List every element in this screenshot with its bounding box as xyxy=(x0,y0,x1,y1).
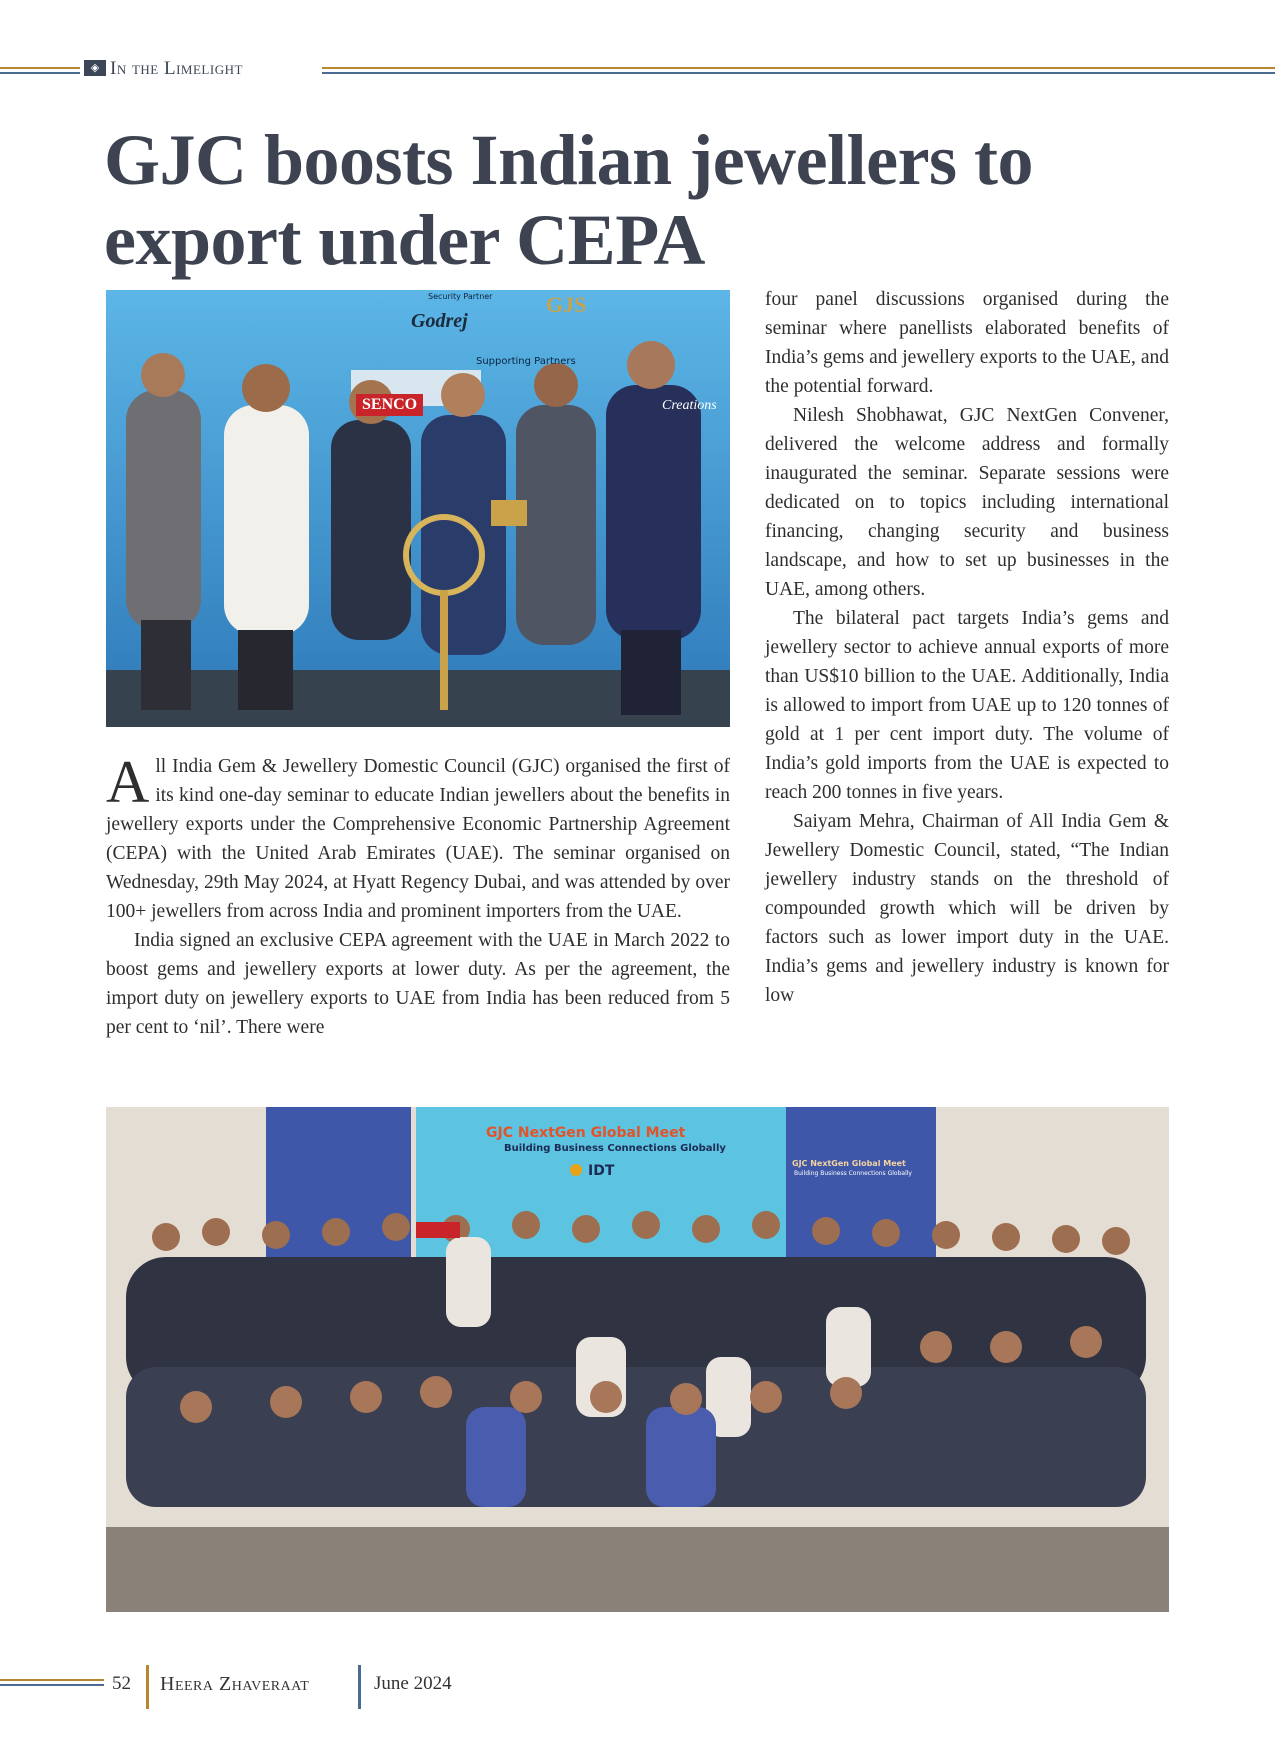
article-paragraph-4: Nilesh Shobhawat, GJC NextGen Convener, delivered the welcome address and formally inaugurated the seminar. Separate sessions were dedicated on to topics including international financing, changing security and business landscape, and how to set up businesses in the UAE, among others. xyxy=(765,405,1169,600)
footer-rule-2 xyxy=(0,1684,104,1686)
footer-divider-2 xyxy=(358,1665,361,1709)
headline-line-1: GJC boosts Indian jewellers to xyxy=(104,120,1034,200)
headline-line-2: export under CEPA xyxy=(104,200,705,280)
group-photo-illustration xyxy=(106,1107,1169,1612)
header-rule-right-2 xyxy=(322,72,1275,74)
issue-date: June 2024 xyxy=(374,1673,452,1694)
article-headline xyxy=(104,120,1154,280)
article-paragraph-6: Saiyam Mehra, Chairman of All India Gem & Jewellery Domestic Council, stated, “The Indian jewellery industry stands on the threshold of compounded growth which will be driven by factors such as lower import duty in the UAE. India’s gems and jewellery industry is known for low xyxy=(765,811,1169,1006)
drop-cap: A xyxy=(106,749,150,815)
photo-group-meet xyxy=(106,1107,1169,1612)
banner-title: GJC NextGen Global Meet xyxy=(486,1125,686,1141)
backdrop-security-partner: Security Partner xyxy=(428,292,493,301)
backdrop-brand-gjs: GJS xyxy=(546,292,587,317)
header-rule-left-2 xyxy=(0,72,80,74)
section-header xyxy=(0,58,1275,86)
magazine-logo-icon: ◈ xyxy=(84,60,106,76)
article-paragraph-1 xyxy=(106,749,730,926)
backdrop-brand-creations: Creations xyxy=(662,398,717,413)
backdrop-supporting-partners: Supporting Partners xyxy=(476,356,576,367)
footer-rule-1 xyxy=(0,1679,104,1681)
article-paragraph-5: The bilateral pact targets India’s gems and jewellery sector to achieve annual exports of more than US$10 billion to the UAE. Additionally, India is allowed to import from UAE up to 120 tonnes of gold at 1 per cent import duty. The volume of India’s gold imports from the UAE is expected to reach 200 tonnes in five years. xyxy=(765,608,1169,803)
article-paragraph-3: four panel discussions organised during the seminar where panellists elaborated benefits of India’s gems and jewellery exports to the UAE, and the potential forward. xyxy=(765,289,1169,397)
section-title: In the Limelight xyxy=(110,58,243,79)
publication-name: Heera Zhaveraat xyxy=(160,1673,310,1695)
page-footer xyxy=(0,1665,1275,1715)
side-banner-subtitle: Building Business Connections Globally xyxy=(794,1170,912,1177)
page-number: 52 xyxy=(112,1673,131,1694)
article-paragraph-2: India signed an exclusive CEPA agreement with the UAE in March 2022 to boost gems and jewellery exports at lower duty. As per the agreement, the import duty on jewellery exports to UAE from India has been reduced from 5 per cent to ‘nil’. There were xyxy=(106,930,730,1038)
header-rule-left xyxy=(0,67,80,69)
banner-subtitle: Building Business Connections Globally xyxy=(504,1143,726,1154)
side-banner-title: GJC NextGen Global Meet xyxy=(792,1159,906,1168)
article-column-left xyxy=(106,749,730,1042)
paragraph-1-text: ll India Gem & Jewellery Domestic Council (GJC) organised the first of its kind one-day seminar to educate Indian jewellers about the benefits in jewellery exports under the Comprehensive Economic Partnership Agreement (CEPA) with the United Arab Emirates (UAE). The seminar organised on Wednesday, 29th May 2024, at Hyatt Regency Dubai, and was attended by over 100+ jewellers from across India and prominent importers from the UAE. xyxy=(106,756,730,922)
photo-award-presentation xyxy=(106,290,730,727)
header-rule-right xyxy=(322,67,1275,69)
article-column-right xyxy=(765,285,1169,1010)
backdrop-brand-godrej: Godrej xyxy=(411,310,468,332)
award-photo-illustration xyxy=(106,290,730,727)
banner-sponsor: IDT xyxy=(588,1163,615,1179)
footer-divider-1 xyxy=(146,1665,149,1709)
backdrop-brand-senco: SENCO xyxy=(356,394,423,416)
